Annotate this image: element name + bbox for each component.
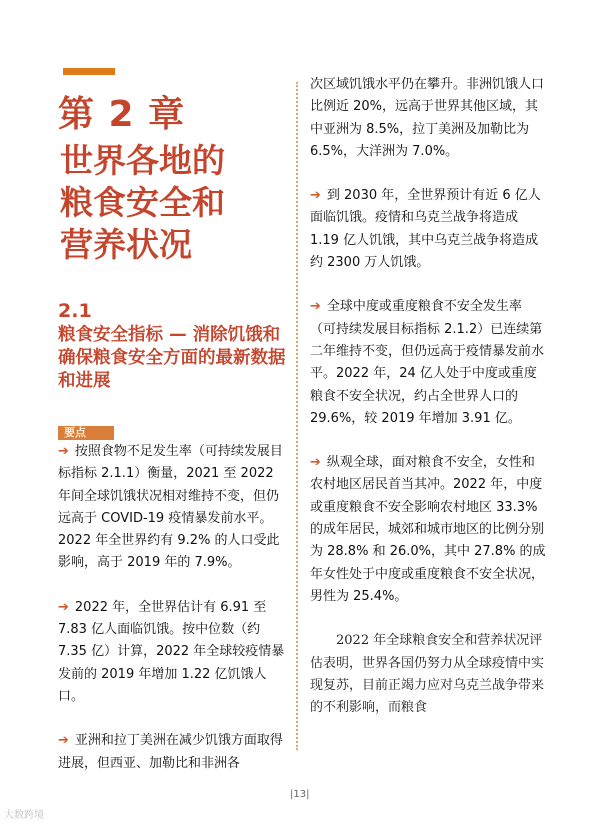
- chapter-number: 第 2 章: [58, 94, 186, 135]
- right-arrow-icon: ➔: [58, 444, 69, 459]
- right-arrow-icon: ➔: [310, 188, 321, 204]
- right-column: [310, 74, 546, 719]
- key-point-text: 纵观全球，面对粮食不安全，女性和农村地区居民首当其冲。2022 年，中度或重度粮食不安全影响农村地区 33.3% 的成年居民，城郊和城市地区的比例分别为 28.8% 和 26.0%，其中 27.8% 的成年女性处于中度或重度粮食不安全状况，男性为 25.4%。: [310, 455, 546, 604]
- body-paragraph: 2022 年全球粮食安全和营养状况评估表明，世界各国仍努力从全球疫情中实现复苏，目前正竭力应对乌克兰战争带来的不利影响，而粮食: [310, 633, 545, 716]
- key-point-text: 亚洲和拉丁美洲在减少饥饿方面取得进展，但西亚、加勒比和非洲各: [58, 733, 283, 771]
- key-point-text: 2022 年，全世界估计有 6.91 至 7.83 亿人面临饥饿。按中位数（约 7.35 亿）计算，2022 年全球较疫情暴发前的 2019 年增加 1.22 亿饥饿人口。: [58, 599, 285, 704]
- key-point-text: 到 2030 年，全世界预计有近 6 亿人面临饥饿。疫情和乌克兰战争将造成 1.19 亿人饥饿，其中乌克兰战争将造成约 2300 万人饥饿。: [310, 188, 541, 271]
- right-arrow-icon: ➔: [58, 599, 69, 615]
- key-point: [58, 441, 290, 575]
- key-point: [310, 452, 546, 608]
- key-point-text: 全球中度或重度粮食不安全发生率（可持续发展目标指标 2.1.2）已连续第二年维持不变，但仍远高于疫情暴发前水平。2022 年，24 亿人处于中度或重度粮食不安全状况，约占全世界人口的 29.6%，较 2019 年增加 3.91 亿。: [310, 299, 545, 426]
- right-arrow-icon: ➔: [58, 733, 69, 749]
- watermark: 大数跨境: [4, 810, 44, 821]
- key-point: [58, 597, 290, 708]
- key-point: [310, 185, 546, 274]
- key-points-label: 要点: [58, 426, 114, 440]
- section-title: 粮食安全指标 — 消除饥饿和确保粮食安全方面的最新数据和进展: [58, 325, 286, 391]
- section-number: 2.1: [58, 300, 92, 322]
- key-point: [58, 730, 290, 775]
- right-arrow-icon: ➔: [310, 455, 321, 471]
- right-arrow-icon: ➔: [310, 299, 321, 315]
- chapter-title: [60, 140, 290, 266]
- key-point: [310, 296, 546, 430]
- page-number: |13|: [290, 789, 310, 800]
- chapter-title-line: 粮食安全和: [60, 183, 225, 222]
- key-point-continuation: 次区域饥饿水平仍在攀升。非洲饥饿人口比例近 20%，远高于世界其他区域，其中亚洲为 8.5%，拉丁美洲及加勒比为 6.5%，大洋洲为 7.0%。: [310, 77, 545, 159]
- column-divider: [296, 82, 298, 750]
- key-point-text: 按照食物不足发生率（可持续发展目标指标 2.1.1）衡量，2021 至 2022 年间全球饥饿状况相对维持不变，但仍远高于 COVID-19 疫情暴发前水平。2022 年全世界约有 9.2% 的人口受此影响，高于 2019 年的 7.9%。: [58, 444, 283, 571]
- chapter-accent-bar: [63, 68, 115, 75]
- left-column: [58, 441, 290, 775]
- chapter-title-line: 世界各地的: [60, 141, 225, 180]
- chapter-title-line: 营养状况: [60, 225, 192, 264]
